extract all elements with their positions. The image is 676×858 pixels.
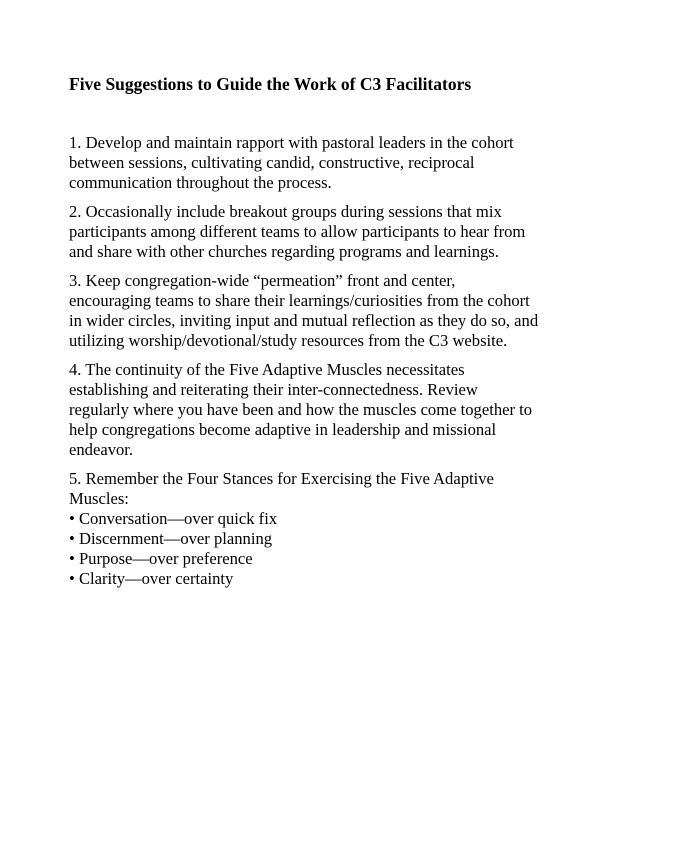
suggestion-line: 2. Occasionally include breakout groups during sessions that mix xyxy=(69,202,502,221)
suggestion-line: regularly where you have been and how the muscles come together to xyxy=(69,400,533,419)
suggestion-3 xyxy=(69,271,609,351)
suggestion-line: in wider circles, inviting input and mutual reflection as they do so, and xyxy=(69,311,539,330)
suggestion-line: help congregations become adaptive in leadership and missional xyxy=(69,420,497,439)
suggestion-line: and share with other churches regarding programs and learnings. xyxy=(69,242,499,261)
suggestion-line: 5. Remember the Four Stances for Exercising the Five Adaptive xyxy=(69,469,494,488)
suggestion-line: 4. The continuity of the Five Adaptive Muscles necessitates xyxy=(69,360,465,379)
suggestion-line: communication throughout the process. xyxy=(69,173,332,192)
suggestion-5 xyxy=(69,469,609,589)
stance-item: • Conversation—over quick fix xyxy=(69,509,278,528)
suggestion-line: 1. Develop and maintain rapport with pastoral leaders in the cohort xyxy=(69,133,514,152)
stance-item: • Discernment—over planning xyxy=(69,529,273,548)
stance-item: • Purpose—over preference xyxy=(69,549,253,568)
stance-item: • Clarity—over certainty xyxy=(69,569,234,588)
suggestion-line: between sessions, cultivating candid, constructive, reciprocal xyxy=(69,153,475,172)
suggestion-line: endeavor. xyxy=(69,440,134,459)
suggestion-2 xyxy=(69,202,609,262)
suggestion-line: encouraging teams to share their learnings/curiosities from the cohort xyxy=(69,291,530,310)
suggestion-line: Muscles: xyxy=(69,489,129,508)
document-title: Five Suggestions to Guide the Work of C3 Facilitators xyxy=(69,74,472,94)
suggestion-line: participants among different teams to allow participants to hear from xyxy=(69,222,526,241)
suggestion-1 xyxy=(69,133,609,193)
suggestion-4 xyxy=(69,360,609,460)
document-content xyxy=(69,72,609,598)
suggestion-line: 3. Keep congregation-wide “permeation” front and center, xyxy=(69,271,456,290)
suggestion-list xyxy=(69,133,609,589)
suggestion-line: utilizing worship/devotional/study resources from the C3 website. xyxy=(69,331,508,350)
suggestion-line: establishing and reiterating their inter-connectedness. Review xyxy=(69,380,478,399)
